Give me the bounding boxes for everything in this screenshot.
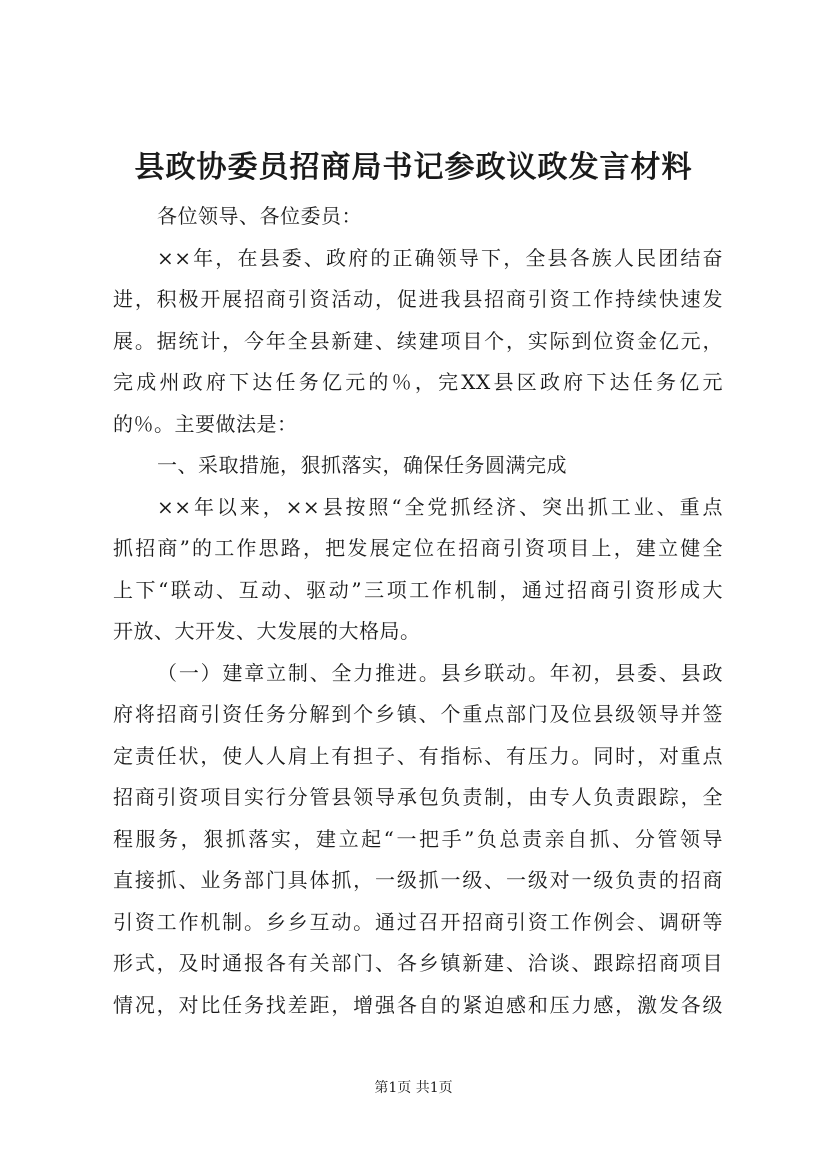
- salutation-paragraph: [113, 196, 723, 238]
- text-line: 各位领导、各位委员：: [157, 204, 362, 228]
- intro-paragraph: [113, 238, 723, 446]
- text-line: ××年以来，××县按照“全党抓经济、突出抓工业、重点: [157, 494, 723, 519]
- body-paragraph: [113, 653, 723, 1027]
- text-line: 完成州政府下达任务亿元的％，完XX县区政府下达任务亿元: [113, 370, 723, 394]
- text-line: 形式，及时通报各有关部门、各乡镇新建、洽谈、跟踪招商项目: [113, 951, 723, 975]
- text-line: 引资工作机制。乡乡互动。通过召开招商引资工作例会、调研等: [113, 909, 723, 934]
- text-line: 上下“联动、互动、驱动”三项工作机制，通过招商引资形成大: [113, 577, 723, 602]
- text-line: 开放、大开发、大发展的大格局。: [113, 619, 421, 643]
- text-line: 抓招商”的工作思路，把发展定位在招商引资项目上，建立健全: [113, 536, 723, 560]
- text-line: 府将招商引资任务分解到个乡镇、个重点部门及位县级领导并签: [113, 702, 723, 726]
- page-footer: 第1页 共1页: [374, 1080, 453, 1096]
- text-line: 直接抓、业务部门具体抓，一级抓一级、一级对一级负责的招商: [113, 868, 723, 892]
- text-line: 的％。主要做法是：: [113, 411, 298, 436]
- document-body: [113, 196, 723, 1026]
- text-line: 情况，对比任务找差距，增强各自的紧迫感和压力感，激发各级: [113, 992, 723, 1017]
- text-line: 展。据统计，今年全县新建、续建项目个，实际到位资金亿元，: [113, 328, 723, 353]
- text-line: 招商引资项目实行分管县领导承包负责制，由专人负责跟踪，全: [113, 785, 723, 809]
- section-heading: [113, 445, 723, 487]
- text-line: 进，积极开展招商引资活动，促进我县招商引资工作持续快速发: [113, 287, 723, 311]
- text-line: ××年，在县委、政府的正确领导下，全县各族人民团结奋: [157, 245, 723, 270]
- body-paragraph: [113, 487, 723, 653]
- document-title: 县政协委员招商局书记参政议政发言材料: [134, 150, 693, 185]
- text-line: （一）建章立制、全力推进。县乡联动。年初，县委、县政: [157, 660, 723, 685]
- text-line: 一、采取措施，狠抓落实，确保任务圆满完成: [157, 453, 567, 477]
- text-line: 定责任状，使人人肩上有担子、有指标、有压力。同时，对重点: [113, 743, 723, 768]
- text-line: 程服务，狠抓落实，建立起“一把手”负总责亲自抓、分管领导: [113, 826, 723, 851]
